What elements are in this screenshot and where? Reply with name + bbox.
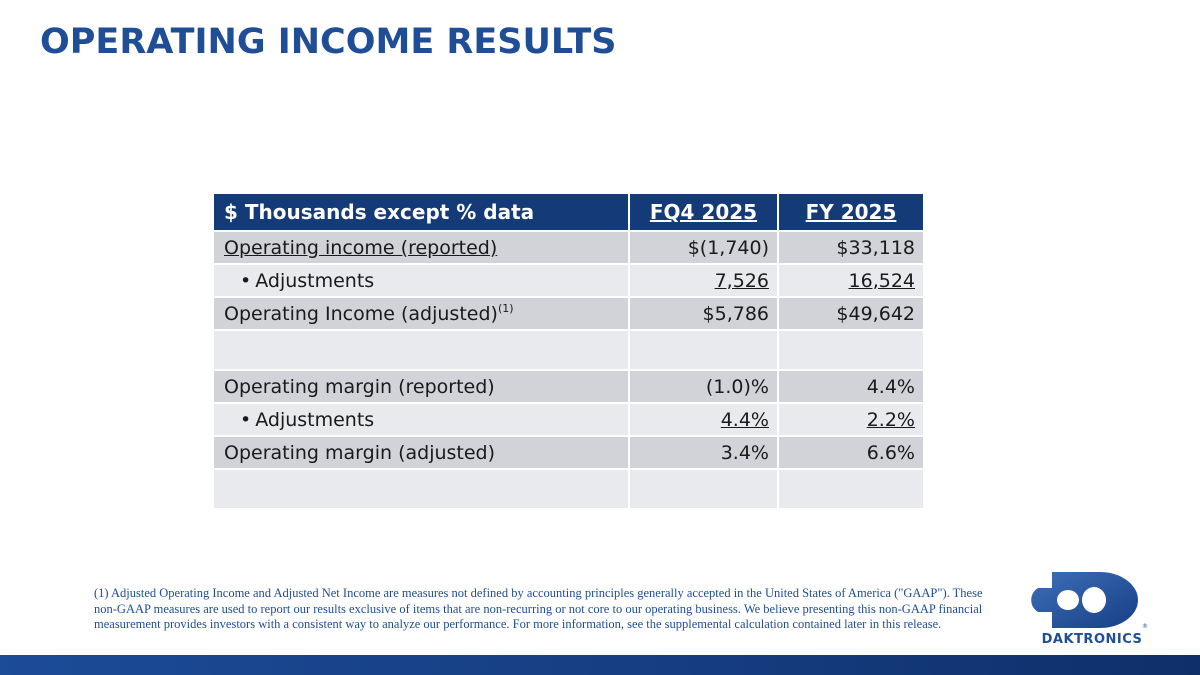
table-row xyxy=(213,370,924,403)
table-row xyxy=(213,403,924,436)
header-label: $ Thousands except % data xyxy=(213,193,629,231)
row-label: Operating income (reported) xyxy=(213,231,629,264)
row-fy-value: $33,118 xyxy=(778,231,924,264)
table-spacer-row xyxy=(213,469,924,509)
row-label: Operating Income (adjusted)$^{(1)}$ xyxy=(213,297,629,330)
row-label: Operating margin (adjusted) xyxy=(213,436,629,469)
row-fq4-value: 7,526 xyxy=(629,264,778,297)
footnote: (1) Adjusted Operating Income and Adjusted Net Income are measures not defined by accounting principles generally accepted in the United States of America ("GAAP"). These non-GAAP measures are used to report our results exclusive of items that are non-recurring or not core to our operating business. We believe presenting this non-GAAP financial measurement provides investors with a consistent way to analyze our performance. For more information, see the supplemental calculation contained later in this release. xyxy=(94,586,983,631)
table-row xyxy=(213,264,924,297)
logo-text: DAKTRONICS xyxy=(1041,632,1143,647)
footnote-marker: (1) xyxy=(497,302,514,315)
page-title: OPERATING INCOME RESULTS xyxy=(40,22,617,62)
row-fq4-value: 4.4% xyxy=(629,403,778,436)
row-fq4-value: 3.4% xyxy=(629,436,778,469)
header-fq4-2025: FQ4 2025 xyxy=(629,193,778,231)
row-fq4-value: $(1,740) xyxy=(629,231,778,264)
row-fq4-value: (1.0)% xyxy=(629,370,778,403)
row-label: Operating margin (reported) xyxy=(213,370,629,403)
bullet-icon: • xyxy=(240,408,252,431)
table-header-row xyxy=(213,193,924,231)
svg-text:®: ® xyxy=(1142,623,1148,630)
row-fq4-value: $5,786 xyxy=(629,297,778,330)
row-label: • Adjustments xyxy=(213,264,629,297)
row-label: • Adjustments xyxy=(213,403,629,436)
table-spacer-row xyxy=(213,330,924,370)
row-fy-value: 6.6% xyxy=(778,436,924,469)
row-fy-value: $49,642 xyxy=(778,297,924,330)
operating-income-table xyxy=(212,192,925,510)
bullet-icon: • xyxy=(240,269,252,292)
footer-bar xyxy=(0,655,1200,675)
table-row xyxy=(213,297,924,330)
row-fy-value: 2.2% xyxy=(778,403,924,436)
row-fy-value: 4.4% xyxy=(778,370,924,403)
row-fy-value: 16,524 xyxy=(778,264,924,297)
table-row xyxy=(213,436,924,469)
header-fy-2025: FY 2025 xyxy=(778,193,924,231)
table-row xyxy=(213,231,924,264)
